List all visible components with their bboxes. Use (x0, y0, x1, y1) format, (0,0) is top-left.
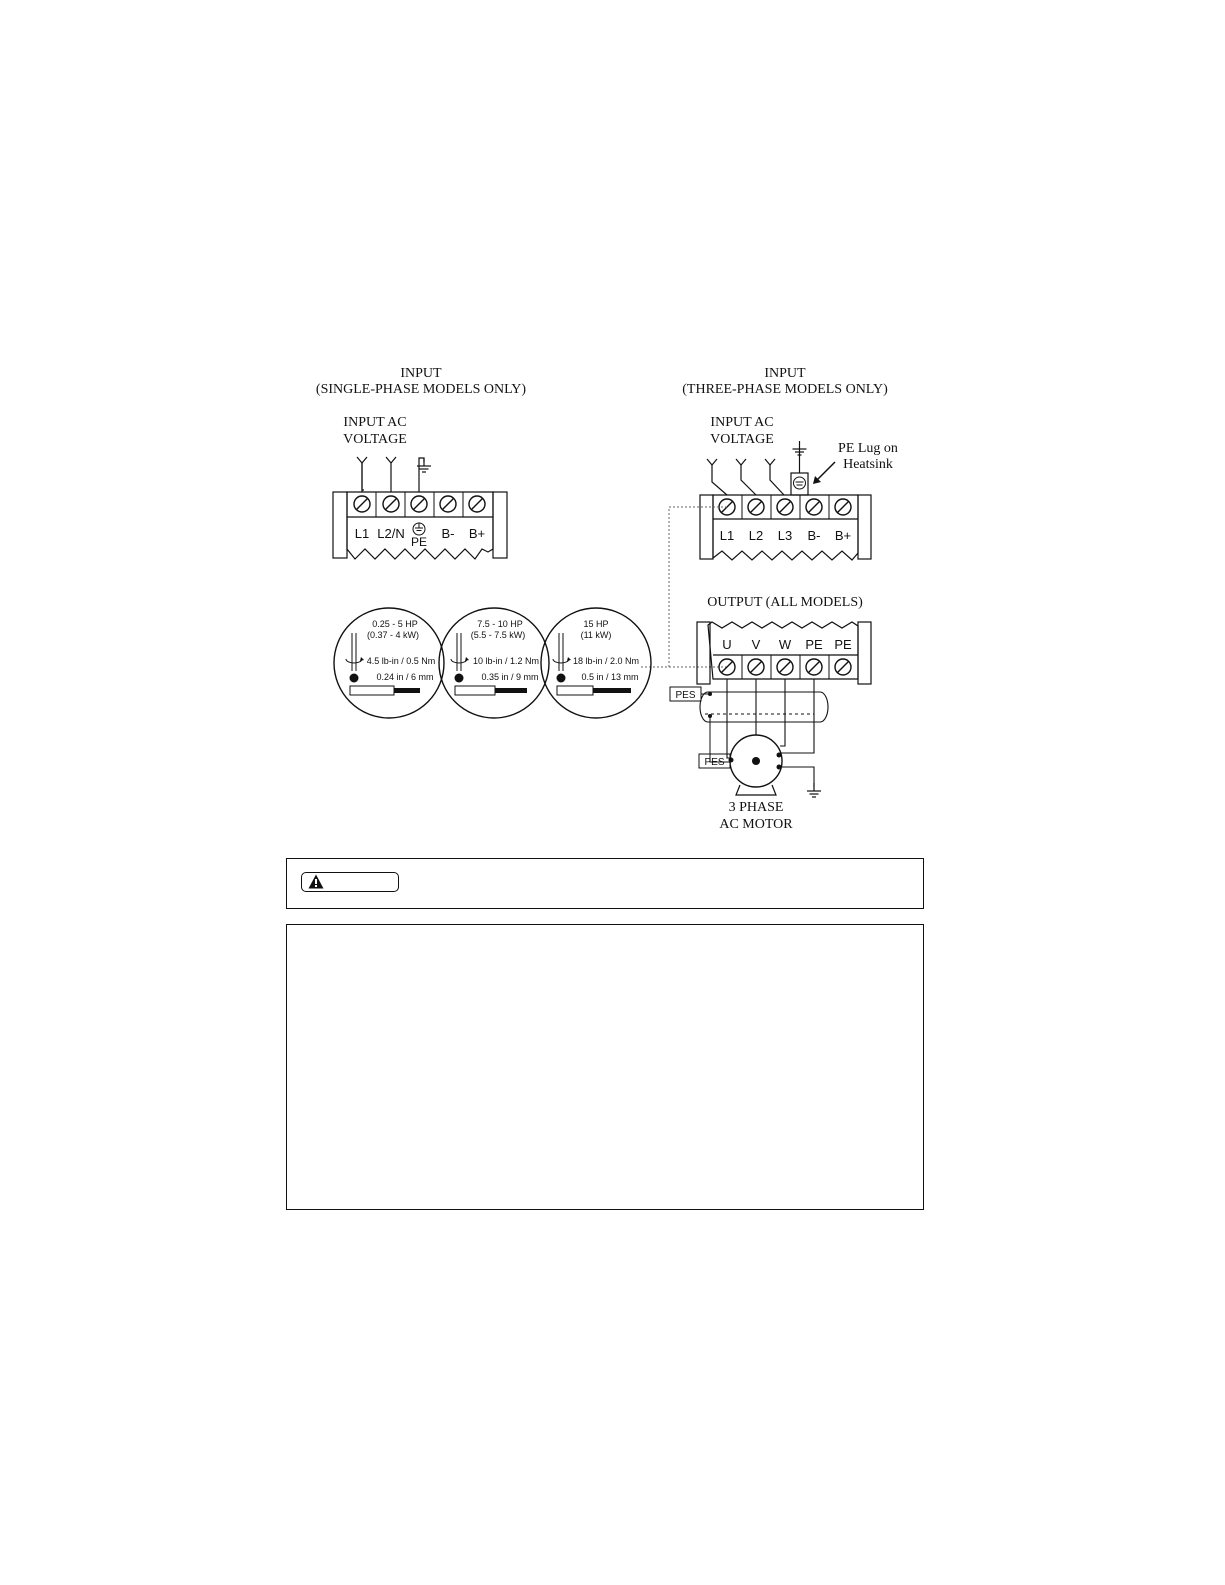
terminal-screw-icon (777, 659, 793, 675)
screwdriver-icon (553, 633, 571, 671)
pe-lug-icon (794, 477, 806, 489)
single-phase-title: INPUT (400, 366, 442, 381)
screwdriver-icon (346, 633, 364, 671)
terminal-label: L1 (354, 526, 370, 541)
ac-motor-icon (729, 735, 783, 795)
wire-strip-icon (455, 686, 527, 695)
terminal-label: V (751, 637, 761, 652)
torque-hp: 0.25 - 5 HP (372, 619, 418, 629)
leader-line (640, 507, 727, 667)
single-phase-input-label: INPUT AC (343, 415, 407, 430)
screwdriver-icon (451, 633, 469, 671)
terminal-screw-icon (835, 659, 851, 675)
strip-length: 0.35 in / 9 mm (481, 672, 539, 682)
torque-hp: 7.5 - 10 HP (477, 619, 523, 629)
torque-spec-1 (334, 608, 444, 718)
output-title: OUTPUT (ALL MODELS) (707, 595, 863, 610)
input-terminal-icon (736, 459, 746, 465)
torque-kw: (5.5 - 7.5 kW) (470, 630, 526, 640)
single-phase-subtitle: (SINGLE-PHASE MODELS ONLY) (315, 382, 527, 397)
pes-label: PES (704, 757, 725, 768)
warning-box (286, 858, 924, 909)
pes-label: PES (675, 690, 696, 701)
input-terminal-icon (357, 457, 367, 463)
terminal-label: L3 (777, 528, 793, 543)
terminal-label: B+ (834, 528, 852, 543)
protective-earth-icon (413, 523, 425, 535)
three-phase-voltage-label: VOLTAGE (710, 432, 774, 447)
three-phase-section (682, 366, 898, 560)
terminal-label: L2 (748, 528, 764, 543)
shielded-cable (700, 692, 828, 722)
terminal-screw-icon (748, 659, 764, 675)
ground-icon (807, 783, 821, 797)
terminal-label: W (778, 637, 792, 652)
terminal-label: U (722, 637, 732, 652)
pe-lug-label: PE Lug on (838, 441, 898, 456)
strip-length: 0.24 in / 6 mm (376, 672, 434, 682)
notes-box (286, 924, 924, 1210)
single-phase-voltage-label: VOLTAGE (343, 432, 407, 447)
torque-spec-group (334, 608, 651, 718)
torque-value: 4.5 lb-in / 0.5 Nm (366, 656, 436, 666)
three-phase-title: INPUT (764, 366, 806, 381)
terminal-screw-icon (469, 496, 485, 512)
motor-label: 3 PHASE (728, 800, 784, 815)
terminal-label: B+ (468, 526, 486, 541)
terminal-screw-icon (835, 499, 851, 515)
screw-head-icon (557, 674, 566, 683)
torque-value: 18 lb-in / 2.0 Nm (572, 656, 640, 666)
input-terminal-icon (765, 459, 775, 465)
wire-strip-icon (557, 686, 631, 695)
terminal-screw-icon (354, 496, 370, 512)
three-phase-input-label: INPUT AC (710, 415, 774, 430)
screw-head-icon (350, 674, 359, 683)
input-terminal-icon (707, 459, 717, 465)
terminal-label: L2/N (377, 526, 405, 541)
lug-arrow (817, 462, 835, 480)
terminal-screw-icon (383, 496, 399, 512)
terminal-label: PE (410, 535, 428, 549)
pe-lug-label-heatsink: Heatsink (843, 457, 893, 472)
strip-length: 0.5 in / 13 mm (581, 672, 639, 682)
warning-triangle-icon (308, 874, 324, 889)
torque-hp: 15 HP (583, 619, 609, 629)
output-section (670, 595, 871, 832)
input-terminal-icon (386, 457, 396, 463)
torque-kw: (0.37 - 4 kW) (366, 630, 420, 640)
torque-value: 10 lb-in / 1.2 Nm (472, 656, 540, 666)
torque-spec-2 (439, 608, 549, 718)
torque-kw: (11 kW) (580, 630, 612, 640)
terminal-label: L1 (719, 528, 735, 543)
screw-head-icon (455, 674, 464, 683)
three-phase-subtitle: (THREE-PHASE MODELS ONLY) (682, 382, 888, 397)
single-phase-section (316, 366, 526, 559)
terminal-screw-icon (806, 659, 822, 675)
terminal-screw-icon (748, 499, 764, 515)
terminal-screw-icon (777, 499, 793, 515)
wire-strip-icon (350, 686, 420, 695)
terminal-label: B- (807, 528, 821, 543)
terminal-label: PE (805, 637, 823, 652)
terminal-screw-icon (440, 496, 456, 512)
terminal-label: PE (834, 637, 852, 652)
terminal-label: B- (441, 526, 455, 541)
warning-badge (301, 872, 399, 892)
terminal-screw-icon (411, 496, 427, 512)
torque-spec-3 (541, 608, 651, 718)
terminal-screw-icon (806, 499, 822, 515)
motor-label-ac: AC MOTOR (719, 817, 793, 832)
